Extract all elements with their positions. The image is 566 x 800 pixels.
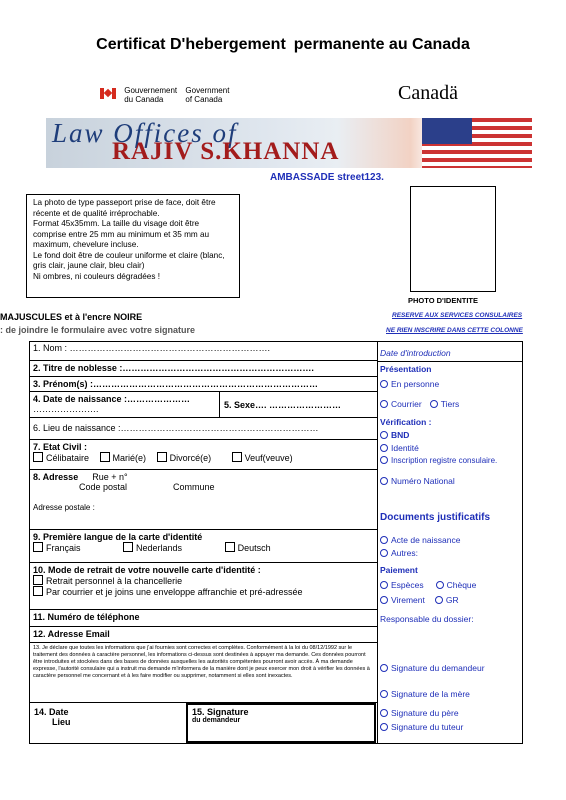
field-lieu-naissance[interactable]: 6. Lieu de naissance :………………………………………………………… xyxy=(29,418,377,440)
photo-placeholder[interactable] xyxy=(410,186,496,292)
instructions-join: : de joindre le formulaire avec votre signature xyxy=(0,325,196,335)
field-prenom[interactable]: 3. Prénom(s) :………………………………………………………………… xyxy=(29,377,377,392)
photo-label: PHOTO D'IDENTITE xyxy=(408,296,478,305)
government-of-canada-logo: Gouvernement du Canada Government of Canada xyxy=(100,86,229,104)
radio-signature-pere[interactable]: Signature du père xyxy=(380,708,459,718)
documents-heading: Documents justificatifs xyxy=(380,512,491,523)
checkbox-nederlands[interactable]: Nederlands xyxy=(123,543,182,553)
radio-numero-national[interactable]: Numéro National xyxy=(380,476,455,486)
photo-requirements-box: La photo de type passeport prise de face, doit être récente et de qualité irréprochable. Format 45x35mm. La taille du visage doit être comprise entre 25 mm au minimum et 35 mm au maximum, chevelure incluse. Le fond doit être de couleur uniforme et claire (blanc, gris clair, jaune clair, bleu clair) Ni ombres, ni couleurs dégradées ! xyxy=(26,194,240,298)
paiement-heading: Paiement xyxy=(380,565,418,575)
field-telephone[interactable]: 11. Numéro de téléphone xyxy=(29,610,377,627)
law-office-banner: Law Offices of RAJIV S.KHANNA xyxy=(46,118,532,168)
radio-tiers[interactable]: Tiers xyxy=(430,399,460,409)
radio-signature-mere[interactable]: Signature de la mère xyxy=(380,689,470,699)
checkbox-deutsch[interactable]: Deutsch xyxy=(225,543,271,553)
radio-virement[interactable]: Virement GR xyxy=(380,595,459,605)
page-title: Certificat D'hebergement permanente au Canada xyxy=(96,36,470,53)
radio-acte-naissance[interactable]: Acte de naissance xyxy=(380,535,460,545)
radio-especes[interactable]: Espèces Chèque xyxy=(380,580,476,590)
radio-inscription[interactable]: Inscription registre consulaire. xyxy=(380,456,497,465)
radio-bnd[interactable]: BND xyxy=(380,430,409,440)
column-divider xyxy=(377,341,378,744)
declaration-text: 13. Je déclare que toutes les informations que j'ai fournies sont correctes et complètes. Conformément à la loi du 08/12/1992 sur le traitement des données à caractère personnel, les informations ci-dessus sont destinées à appuyer ma demande. Ces données pourront être introduites et stockées dans des bases de données auxquelles les autorités compétentes pourront avoir accès. À ma demande expresse, l'autorité consulaire qui a instruit ma demande m'informera de la manière dont je peux exercer mon droit à vérifier les données à caractère personnel me concernant et à les faire modifier ou supprimer, notamment si elles sont inexactes. xyxy=(29,643,377,703)
field-date-naissance[interactable]: 4. Date de naissance :………………… …………………. 5. Sexe…. …………………… xyxy=(29,392,377,418)
checkbox-retrait-personnel[interactable]: Retrait personnel à la chancellerie xyxy=(33,576,182,586)
checkbox-veuf[interactable]: Veuf(veuve) xyxy=(232,453,293,463)
field-adresse[interactable]: 8. Adresse Rue + n° Code postal Commune Adresse postale : xyxy=(29,470,377,530)
date-introduction: Date d'introduction xyxy=(380,348,451,358)
radio-signature-demandeur[interactable]: Signature du demandeur xyxy=(380,663,485,673)
field-etat-civil[interactable]: 7. Etat Civil : Célibataire Marié(e) Divorcé(e) Veuf(veuve) xyxy=(29,440,377,470)
radio-cheque[interactable]: Chèque xyxy=(436,580,477,590)
canada-wordmark: Canadä xyxy=(398,82,458,104)
checkbox-francais[interactable]: Français xyxy=(33,543,81,553)
field-sexe[interactable]: 5. Sexe…. …………………… xyxy=(219,392,345,417)
embassy-address: AMBASSADE street123. xyxy=(270,172,384,183)
checkbox-celibataire[interactable]: Célibataire xyxy=(33,453,89,463)
radio-identite[interactable]: Identité xyxy=(380,443,419,453)
radio-en-personne[interactable]: En personne xyxy=(380,379,439,389)
field-date-lieu[interactable]: 14. Date Lieu xyxy=(34,707,71,727)
canada-flag-icon xyxy=(100,88,116,99)
radio-courrier[interactable]: Courrier Tiers xyxy=(380,399,459,409)
radio-gr[interactable]: GR xyxy=(435,595,459,605)
presentation-heading: Présentation xyxy=(380,364,432,374)
checkbox-marie[interactable]: Marié(e) xyxy=(100,453,147,463)
responsable-label: Responsable du dossier: xyxy=(380,614,474,624)
checkbox-par-courrier[interactable]: Par courrier et je joins une enveloppe affranchie et pré-adressée xyxy=(33,587,303,597)
instructions-caps: MAJUSCULES et à l'encre NOIRE xyxy=(0,312,143,322)
field-titre[interactable]: 2. Titre de noblesse :………………………………………………………. xyxy=(29,361,377,377)
field-langue[interactable]: 9. Première langue de la carte d'identité Français Nederlands Deutsch xyxy=(29,530,377,563)
field-nom[interactable]: 1. Nom : …………………………………………………………. xyxy=(29,341,377,361)
right-divider xyxy=(377,361,523,362)
signature-box[interactable]: 15. Signature du demandeur xyxy=(186,703,376,743)
field-mode-retrait[interactable]: 10. Mode de retrait de votre nouvelle carte d'identité : Retrait personnel à la chancellerie Par courrier et je joins une enveloppe affranchie et pré-adressée xyxy=(29,563,377,610)
reserved-consular: RESERVE AUX SERVICES CONSULAIRES xyxy=(392,312,523,319)
radio-autres[interactable]: Autres: xyxy=(380,548,418,558)
verification-heading: Vérification : xyxy=(380,417,432,427)
checkbox-divorce[interactable]: Divorcé(e) xyxy=(157,453,212,463)
radio-signature-tuteur[interactable]: Signature du tuteur xyxy=(380,722,463,732)
field-email[interactable]: 12. Adresse Email xyxy=(29,627,377,643)
reserved-note: NE RIEN INSCRIRE DANS CETTE COLONNE xyxy=(386,327,523,334)
